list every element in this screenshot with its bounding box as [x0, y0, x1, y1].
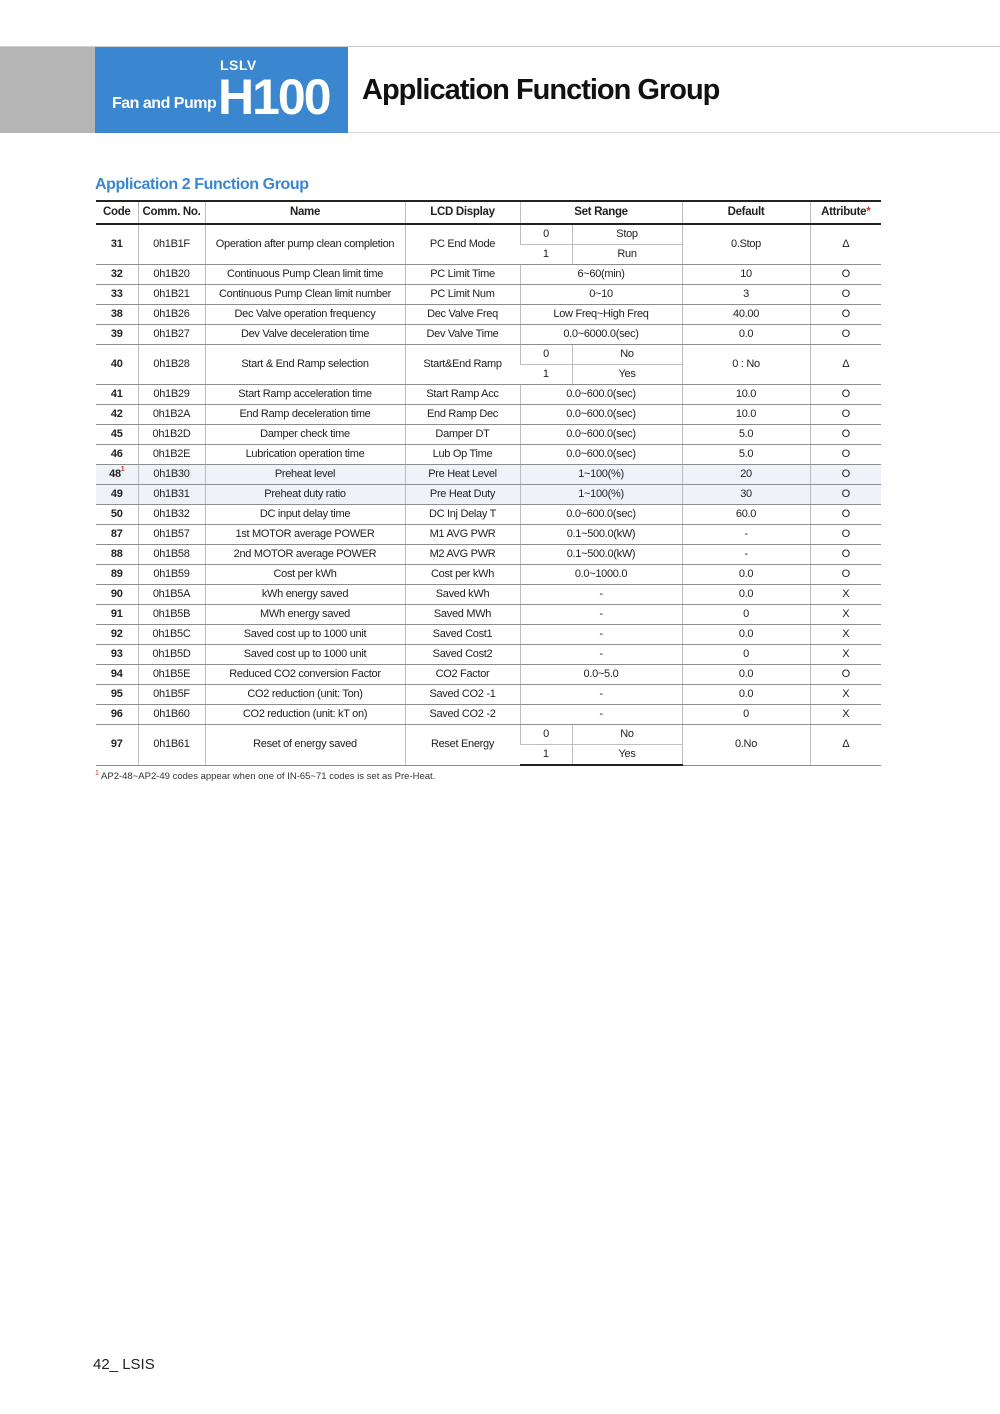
cell-set-range: 0~10 — [520, 285, 682, 305]
table-row — [96, 605, 881, 625]
page-footer: 42_ LSIS — [93, 1356, 155, 1373]
cell-set-range: Low Freq~High Freq — [520, 305, 682, 325]
cell-code — [96, 405, 138, 425]
cell-lcd-display: Pre Heat Level — [405, 465, 520, 485]
cell-attribute: O — [810, 425, 881, 445]
cell-code — [96, 545, 138, 565]
cell-default: 5.0 — [682, 445, 810, 465]
cell-name: Saved cost up to 1000 unit — [205, 625, 405, 645]
cell-set-range: - — [520, 625, 682, 645]
cell-comm-no: 0h1B26 — [138, 305, 205, 325]
cell-set-range: - — [520, 705, 682, 725]
cell-set-range: - — [520, 685, 682, 705]
code-value: 45 — [110, 428, 123, 440]
table-row — [96, 445, 881, 465]
cell-attribute: O — [810, 505, 881, 525]
cell-name: Continuous Pump Clean limit number — [205, 285, 405, 305]
cell-attribute: O — [810, 305, 881, 325]
code-value: 39 — [110, 328, 123, 340]
cell-name: End Ramp deceleration time — [205, 405, 405, 425]
cell-attribute: O — [810, 465, 881, 485]
code-value: 49 — [110, 488, 123, 500]
cell-code — [96, 445, 138, 465]
footnote-mark: 1 — [95, 770, 99, 777]
cell-name: Dec Valve operation frequency — [205, 305, 405, 325]
table-row — [96, 505, 881, 525]
table-row — [96, 325, 881, 345]
cell-default: 0 — [682, 705, 810, 725]
cell-attribute: O — [810, 325, 881, 345]
cell-comm-no: 0h1B27 — [138, 325, 205, 345]
cell-code — [96, 224, 138, 265]
cell-lcd-display: Pre Heat Duty — [405, 485, 520, 505]
table-row — [96, 285, 881, 305]
cell-option-label: Stop — [572, 224, 682, 245]
cell-set-range: 0.0~600.0(sec) — [520, 445, 682, 465]
cell-name: DC input delay time — [205, 505, 405, 525]
cell-code — [96, 425, 138, 445]
cell-attribute: O — [810, 285, 881, 305]
table-row — [96, 685, 881, 705]
cell-default: 0.Stop — [682, 224, 810, 265]
cell-default: 0 — [682, 605, 810, 625]
cell-code — [96, 705, 138, 725]
table-row — [96, 665, 881, 685]
cell-attribute: O — [810, 665, 881, 685]
column-header-attribute — [810, 201, 881, 224]
cell-set-range: 6~60(min) — [520, 265, 682, 285]
code-value: 48 — [109, 468, 121, 480]
cell-name: Operation after pump clean completion — [205, 224, 405, 265]
cell-option-value: 0 — [520, 725, 572, 745]
cell-lcd-display: Saved MWh — [405, 605, 520, 625]
cell-lcd-display: M2 AVG PWR — [405, 545, 520, 565]
cell-attribute: X — [810, 645, 881, 665]
cell-code — [96, 465, 138, 485]
cell-comm-no: 0h1B58 — [138, 545, 205, 565]
cell-comm-no: 0h1B59 — [138, 565, 205, 585]
cell-set-range: - — [520, 585, 682, 605]
series-label: LSLV — [220, 57, 257, 73]
cell-attribute: X — [810, 625, 881, 645]
cell-lcd-display: Lub Op Time — [405, 445, 520, 465]
code-value: 97 — [110, 738, 123, 751]
column-header-lcd-display: LCD Display — [405, 201, 520, 224]
cell-option-value: 1 — [520, 245, 572, 265]
code-value: 33 — [110, 288, 123, 300]
cell-code — [96, 325, 138, 345]
cell-name: Start & End Ramp selection — [205, 345, 405, 385]
cell-comm-no: 0h1B5D — [138, 645, 205, 665]
cell-lcd-display: Saved CO2 -1 — [405, 685, 520, 705]
cell-code — [96, 505, 138, 525]
header-product-badge — [95, 47, 348, 133]
cell-lcd-display: M1 AVG PWR — [405, 525, 520, 545]
code-value: 42 — [110, 408, 123, 420]
code-value: 93 — [110, 648, 123, 660]
cell-lcd-display: Saved kWh — [405, 585, 520, 605]
cell-set-range: 1~100(%) — [520, 485, 682, 505]
cell-attribute: O — [810, 525, 881, 545]
cell-name: Preheat level — [205, 465, 405, 485]
cell-option-label: Run — [572, 245, 682, 265]
cell-option-label: No — [572, 725, 682, 745]
cell-default: 30 — [682, 485, 810, 505]
cell-comm-no: 0h1B60 — [138, 705, 205, 725]
cell-attribute: O — [810, 385, 881, 405]
cell-name: 2nd MOTOR average POWER — [205, 545, 405, 565]
cell-code — [96, 385, 138, 405]
cell-attribute: X — [810, 585, 881, 605]
cell-comm-no: 0h1B32 — [138, 505, 205, 525]
table-row — [96, 405, 881, 425]
cell-code — [96, 725, 138, 766]
cell-default: 0.0 — [682, 685, 810, 705]
cell-lcd-display: PC End Mode — [405, 224, 520, 265]
header-gray-block — [0, 47, 95, 133]
footnote-text: AP2-48~AP2-49 codes appear when one of IN-65~71 codes is set as Pre-Heat. — [101, 771, 436, 783]
cell-name: Continuous Pump Clean limit time — [205, 265, 405, 285]
code-value: 46 — [110, 448, 123, 460]
cell-name: Dev Valve deceleration time — [205, 325, 405, 345]
footnote — [95, 770, 435, 782]
table-row — [96, 705, 881, 725]
cell-comm-no: 0h1B61 — [138, 725, 205, 766]
footnote-ref: 1 — [120, 466, 125, 473]
column-header-name: Name — [205, 201, 405, 224]
cell-code — [96, 305, 138, 325]
code-value: 89 — [110, 568, 123, 580]
table-row — [96, 385, 881, 405]
product-label: Fan and Pump — [112, 95, 217, 112]
code-value: 92 — [110, 628, 123, 640]
cell-lcd-display: Dev Valve Time — [405, 325, 520, 345]
cell-set-range: 0.1~500.0(kW) — [520, 525, 682, 545]
cell-attribute: Δ — [810, 725, 881, 766]
table-row — [96, 345, 881, 365]
cell-default: - — [682, 545, 810, 565]
cell-code — [96, 285, 138, 305]
cell-default: 0.0 — [682, 585, 810, 605]
cell-name: Damper check time — [205, 425, 405, 445]
cell-name: Reset of energy saved — [205, 725, 405, 766]
cell-attribute: X — [810, 685, 881, 705]
cell-lcd-display: Damper DT — [405, 425, 520, 445]
cell-option-value: 0 — [520, 345, 572, 365]
cell-option-label: No — [572, 345, 682, 365]
cell-option-value: 1 — [520, 745, 572, 766]
cell-default: 10.0 — [682, 405, 810, 425]
cell-set-range: 0.0~6000.0(sec) — [520, 325, 682, 345]
cell-code — [96, 265, 138, 285]
code-value: 94 — [110, 668, 123, 680]
cell-set-range: 0.0~600.0(sec) — [520, 385, 682, 405]
cell-code — [96, 525, 138, 545]
cell-lcd-display: Dec Valve Freq — [405, 305, 520, 325]
column-header-set-range: Set Range — [520, 201, 682, 224]
cell-code — [96, 585, 138, 605]
cell-default: 5.0 — [682, 425, 810, 445]
cell-lcd-display: PC Limit Time — [405, 265, 520, 285]
cell-default: 20 — [682, 465, 810, 485]
cell-comm-no: 0h1B2E — [138, 445, 205, 465]
table-row — [96, 305, 881, 325]
table-row — [96, 425, 881, 445]
cell-default: 0 : No — [682, 345, 810, 385]
model-label: H100 — [218, 69, 330, 125]
cell-comm-no: 0h1B1F — [138, 224, 205, 265]
cell-lcd-display: Cost per kWh — [405, 565, 520, 585]
cell-lcd-display: Reset Energy — [405, 725, 520, 766]
cell-attribute: O — [810, 405, 881, 425]
cell-attribute: X — [810, 605, 881, 625]
table-body — [96, 224, 881, 765]
cell-comm-no: 0h1B31 — [138, 485, 205, 505]
cell-default: - — [682, 525, 810, 545]
cell-comm-no: 0h1B5C — [138, 625, 205, 645]
cell-set-range: 0.0~600.0(sec) — [520, 505, 682, 525]
code-value: 95 — [110, 688, 123, 700]
cell-option-label: Yes — [572, 365, 682, 385]
cell-set-range: 0.0~600.0(sec) — [520, 425, 682, 445]
cell-comm-no: 0h1B5A — [138, 585, 205, 605]
code-value: 40 — [110, 358, 123, 370]
table-row — [96, 485, 881, 505]
table-header-row — [96, 201, 881, 224]
table-row — [96, 224, 881, 245]
attribute-label: Attribute — [821, 206, 867, 218]
code-value: 32 — [110, 268, 123, 280]
cell-name: Reduced CO2 conversion Factor — [205, 665, 405, 685]
cell-name: Saved cost up to 1000 unit — [205, 645, 405, 665]
cell-default: 40.00 — [682, 305, 810, 325]
cell-default: 0.0 — [682, 665, 810, 685]
cell-comm-no: 0h1B30 — [138, 465, 205, 485]
code-value: 96 — [110, 708, 123, 720]
cell-default: 0.0 — [682, 625, 810, 645]
column-header-default: Default — [682, 201, 810, 224]
table-row — [96, 465, 881, 485]
cell-code — [96, 605, 138, 625]
cell-lcd-display: Saved CO2 -2 — [405, 705, 520, 725]
cell-comm-no: 0h1B5B — [138, 605, 205, 625]
cell-option-value: 1 — [520, 365, 572, 385]
cell-name: CO2 reduction (unit: kT on) — [205, 705, 405, 725]
table-row — [96, 725, 881, 745]
cell-comm-no: 0h1B2A — [138, 405, 205, 425]
table-row — [96, 565, 881, 585]
cell-code — [96, 685, 138, 705]
cell-comm-no: 0h1B28 — [138, 345, 205, 385]
cell-set-range: - — [520, 605, 682, 625]
cell-set-range: 0.0~600.0(sec) — [520, 405, 682, 425]
table-row — [96, 265, 881, 285]
cell-attribute: Δ — [810, 345, 881, 385]
header-rule — [348, 132, 1000, 133]
code-value: 41 — [110, 388, 123, 400]
cell-comm-no: 0h1B5F — [138, 685, 205, 705]
cell-code — [96, 485, 138, 505]
cell-lcd-display: PC Limit Num — [405, 285, 520, 305]
cell-code — [96, 645, 138, 665]
cell-default: 0.0 — [682, 565, 810, 585]
cell-name: MWh energy saved — [205, 605, 405, 625]
code-value: 38 — [110, 308, 123, 320]
column-header-comm-no: Comm. No. — [138, 201, 205, 224]
cell-name: 1st MOTOR average POWER — [205, 525, 405, 545]
section-title: Application 2 Function Group — [95, 176, 309, 193]
cell-name: Cost per kWh — [205, 565, 405, 585]
cell-default: 60.0 — [682, 505, 810, 525]
cell-attribute: Δ — [810, 224, 881, 265]
cell-set-range: 1~100(%) — [520, 465, 682, 485]
cell-name: Preheat duty ratio — [205, 485, 405, 505]
cell-set-range: - — [520, 645, 682, 665]
cell-name: Start Ramp acceleration time — [205, 385, 405, 405]
code-value: 88 — [110, 548, 123, 560]
cell-default: 10 — [682, 265, 810, 285]
cell-default: 0 — [682, 645, 810, 665]
cell-lcd-display: CO2 Factor — [405, 665, 520, 685]
table-row — [96, 645, 881, 665]
cell-attribute: X — [810, 705, 881, 725]
cell-set-range: 0.0~5.0 — [520, 665, 682, 685]
cell-comm-no: 0h1B20 — [138, 265, 205, 285]
table-row — [96, 585, 881, 605]
cell-default: 3 — [682, 285, 810, 305]
cell-code — [96, 565, 138, 585]
cell-default: 0.0 — [682, 325, 810, 345]
cell-attribute: O — [810, 485, 881, 505]
cell-comm-no: 0h1B5E — [138, 665, 205, 685]
code-value: 90 — [110, 588, 123, 600]
cell-attribute: O — [810, 265, 881, 285]
cell-comm-no: 0h1B2D — [138, 425, 205, 445]
cell-name: kWh energy saved — [205, 585, 405, 605]
cell-code — [96, 345, 138, 385]
cell-lcd-display: Saved Cost2 — [405, 645, 520, 665]
cell-name: Lubrication operation time — [205, 445, 405, 465]
cell-comm-no: 0h1B29 — [138, 385, 205, 405]
page-title: Application Function Group — [362, 74, 720, 106]
code-value: 50 — [110, 508, 123, 520]
table-row — [96, 625, 881, 645]
cell-option-value: 0 — [520, 224, 572, 245]
table-row — [96, 545, 881, 565]
cell-attribute: O — [810, 545, 881, 565]
cell-lcd-display: End Ramp Dec — [405, 405, 520, 425]
cell-lcd-display: DC Inj Delay T — [405, 505, 520, 525]
cell-default: 0.No — [682, 725, 810, 766]
attribute-asterisk: * — [866, 206, 871, 218]
code-value: 91 — [110, 608, 123, 620]
cell-lcd-display: Start Ramp Acc — [405, 385, 520, 405]
cell-set-range: 0.0~1000.0 — [520, 565, 682, 585]
cell-default: 10.0 — [682, 385, 810, 405]
cell-name: CO2 reduction (unit: Ton) — [205, 685, 405, 705]
cell-comm-no: 0h1B57 — [138, 525, 205, 545]
cell-lcd-display: Start&End Ramp — [405, 345, 520, 385]
cell-code — [96, 665, 138, 685]
cell-option-label: Yes — [572, 745, 682, 766]
table-row — [96, 525, 881, 545]
column-header-code: Code — [96, 201, 138, 224]
code-value: 31 — [110, 238, 123, 250]
cell-lcd-display: Saved Cost1 — [405, 625, 520, 645]
cell-attribute: O — [810, 445, 881, 465]
cell-comm-no: 0h1B21 — [138, 285, 205, 305]
cell-attribute: O — [810, 565, 881, 585]
code-value: 87 — [110, 528, 123, 540]
cell-code — [96, 625, 138, 645]
cell-set-range: 0.1~500.0(kW) — [520, 545, 682, 565]
parameter-table — [96, 200, 881, 766]
